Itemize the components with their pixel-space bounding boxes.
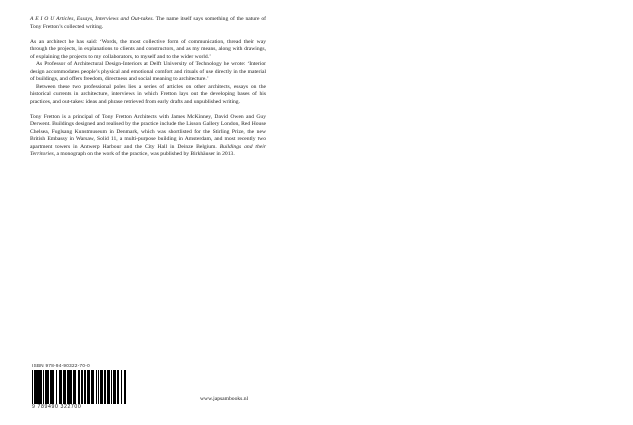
- blurb-intro: [30, 16, 266, 31]
- blurb-contents: Between these two professional poles lies a series of articles on other architects, essays on the historical currents in architecture, interviews in which Fretton lays out the developing bases of his practices, and out-takes: ideas and phrase retrieved from early drafts and unpublished writing.: [30, 83, 266, 105]
- blurb-intro-text: The name itself says something of the nature of Tony Fretton’s collected writing.: [30, 16, 266, 30]
- barcode-bar: [125, 370, 126, 404]
- barcode-bar: [121, 370, 122, 404]
- barcode-bar: [115, 370, 116, 404]
- isbn-barcode: [32, 363, 130, 411]
- barcode-bar: [93, 370, 94, 404]
- barcode-bar: [75, 370, 76, 404]
- publisher-url: www.japsambooks.nl: [200, 396, 249, 402]
- isbn-number: ISBN 978-94-90322-70-0: [32, 363, 90, 368]
- barcode-bar: [118, 370, 119, 404]
- monograph-title: Buildings and their Territories: [30, 143, 266, 157]
- author-bio-text: Tony Fretton is a principal of Tony Fretton Architects with James McKinney, David Owen and Guy Derwent. Buildings designed and realised by the practice include the Lisson Gallery London, Red House Chelsea, Fuglsang Kunstmuseum in Denmark, which was shortlisted for the Stirling Prize, the new British Embassy in Warsaw, Solid 11, a multi-purpose building in Amsterdam, and most recently two apartment towers in Antwerp Harbour and the City Hall in Deinze Belgium.: [30, 113, 266, 150]
- monograph-text: , a monograph on the work of the practice, was published by Birkhäuser in 2013.: [53, 151, 235, 157]
- barcode-bar: [65, 370, 66, 404]
- barcode-bar: [56, 370, 57, 404]
- blurb-quote-architect: As an architect he has said: ‘Words, the most collective form of communication, thread their way through the projects, in explanations to clients and constructors, and as my means, along with drawings, of explaining the projects to my collaborators, to myself and to the wider world.’: [30, 38, 266, 60]
- barcode-bar: [102, 370, 103, 404]
- barcode-bar: [85, 370, 86, 404]
- barcode-bar: [96, 370, 97, 404]
- barcode-bars: [32, 370, 126, 404]
- barcode-bar: [105, 370, 106, 404]
- barcode-bar: [89, 370, 90, 404]
- blurb-quote-professor: As Professor of Architectural Design-Interiors at Delft University of Technology he wrote: ‘Interior design accommodates people’s physical and emotional comfort and rituals of use directly in the material of buildings, and offers freedom, directness and social meaning to architecture.’: [30, 61, 266, 82]
- book-title: A E I O U Articles, Essays, Interviews and Out-takes.: [30, 16, 154, 22]
- author-bio: [30, 114, 266, 159]
- barcode-bar: [48, 370, 49, 404]
- barcode-bar: [41, 370, 42, 404]
- blurb-column: [30, 16, 266, 159]
- barcode-bar: [53, 370, 54, 404]
- barcode-digits: 9 789490 322700: [32, 404, 82, 410]
- barcode-bar: [61, 370, 62, 404]
